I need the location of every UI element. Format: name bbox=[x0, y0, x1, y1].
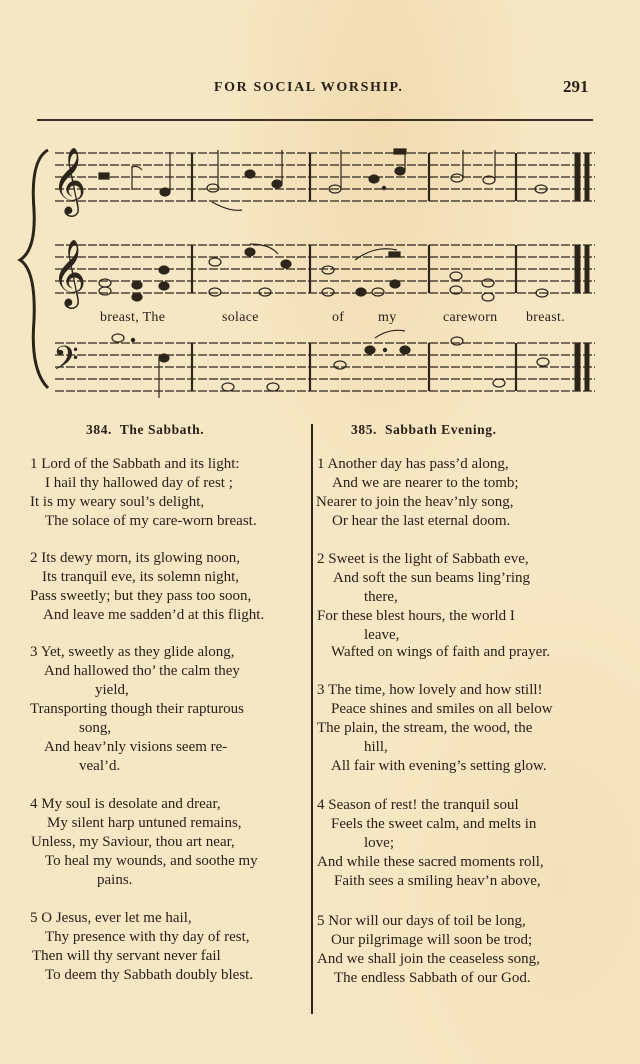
lyric: breast. bbox=[526, 310, 566, 325]
column-divider bbox=[311, 424, 313, 1014]
treble-clef-icon: 𝄞 bbox=[52, 146, 87, 214]
hymn-title-384: 384. The Sabbath. bbox=[86, 422, 205, 437]
lyric: careworn bbox=[443, 310, 498, 325]
lyric: of bbox=[332, 310, 345, 325]
running-head: FOR SOCIAL WORSHIP. bbox=[214, 80, 404, 95]
verse-line: love; bbox=[364, 835, 394, 851]
verse-line: Feels the sweet calm, and melts in bbox=[331, 816, 537, 832]
verse-line: And heav’nly visions seem re- bbox=[44, 739, 228, 755]
verse-line: And while these sacred moments roll, bbox=[317, 854, 544, 870]
lyric: breast, The bbox=[100, 310, 166, 325]
verse-line: My silent harp untuned remains, bbox=[47, 815, 242, 831]
verse-line: 4 My soul is desolate and drear, bbox=[30, 796, 221, 812]
verse-line: 2 Its dewy morn, its glowing noon, bbox=[30, 550, 240, 566]
verse-line: The endless Sabbath of our God. bbox=[334, 970, 531, 986]
page-number: 291 bbox=[563, 77, 589, 96]
verse-line: To heal my wounds, and soothe my bbox=[45, 853, 258, 869]
verse-line: pains. bbox=[97, 872, 133, 888]
treble-clef-icon: 𝄞 bbox=[52, 238, 87, 306]
verse-line: Nearer to join the heav’nly song, bbox=[316, 494, 514, 510]
verse-line: The plain, the stream, the wood, the bbox=[317, 720, 533, 736]
verse-line: Then will thy servant never fail bbox=[32, 948, 221, 964]
verse-line: And we are nearer to the tomb; bbox=[332, 475, 519, 491]
verse-line: 1 Another day has pass’d along, bbox=[317, 456, 509, 472]
verse-line: To deem thy Sabbath doubly blest. bbox=[45, 967, 254, 983]
verse-line: And leave me sadden’d at this flight. bbox=[43, 607, 265, 623]
verse-line: Thy presence with thy day of rest, bbox=[45, 929, 250, 945]
verse-line: The solace of my care-worn breast. bbox=[45, 513, 257, 529]
verse-line: Peace shines and smiles on all below bbox=[331, 701, 553, 717]
verse-line: Its tranquil eve, its solemn night, bbox=[42, 569, 240, 585]
bass-clef-icon: 𝄢 bbox=[53, 340, 79, 386]
lyric: solace bbox=[222, 310, 259, 325]
verse-line: Pass sweetly; but they pass too soon, bbox=[30, 588, 252, 604]
verse-line: 3 Yet, sweetly as they glide along, bbox=[30, 644, 235, 660]
verse-line: It is my weary soul’s delight, bbox=[30, 494, 205, 510]
verse-line: 5 Nor will our days of toil be long, bbox=[317, 913, 526, 929]
verse-line: 3 The time, how lovely and how still! bbox=[317, 682, 543, 698]
verse-line: veal’d. bbox=[79, 758, 121, 774]
verse-line: song, bbox=[79, 720, 112, 736]
verse-line: Faith sees a smiling heav’n above, bbox=[334, 873, 541, 889]
lyric: my bbox=[378, 310, 397, 325]
verse-line: For these blest hours, the world I bbox=[317, 608, 515, 624]
verse-line: All fair with evening’s setting glow. bbox=[331, 758, 547, 774]
verse-line: Wafted on wings of faith and prayer. bbox=[331, 644, 551, 660]
hymn-title-385: 385. Sabbath Evening. bbox=[351, 422, 497, 437]
verse-line: Unless, my Saviour, thou art near, bbox=[31, 834, 235, 850]
verse-line: 4 Season of rest! the tranquil soul bbox=[317, 797, 519, 813]
verse-line: I hail thy hallowed day of rest ; bbox=[45, 475, 233, 491]
verse-line: leave, bbox=[364, 627, 400, 643]
verse-line: Transporting though their rapturous bbox=[30, 701, 245, 717]
verse-line: there, bbox=[364, 589, 398, 605]
brace-icon bbox=[20, 150, 48, 388]
verse-line: 5 O Jesus, ever let me hail, bbox=[30, 910, 192, 926]
verse-line: 2 Sweet is the light of Sabbath eve, bbox=[317, 551, 529, 567]
verse-line: hill, bbox=[364, 739, 388, 755]
verse-line: Or hear the last eternal doom. bbox=[332, 513, 511, 529]
verse-line: yield, bbox=[95, 682, 129, 698]
verse-line: And we shall join the ceaseless song, bbox=[317, 951, 540, 967]
music-score bbox=[0, 0, 640, 400]
verse-line: And soft the sun beams ling’ring bbox=[333, 570, 531, 586]
verse-line: And hallowed tho’ the calm they bbox=[44, 663, 240, 679]
verse-line: 1 Lord of the Sabbath and its light: bbox=[30, 456, 240, 472]
verse-line: Our pilgrimage will soon be trod; bbox=[331, 932, 533, 948]
